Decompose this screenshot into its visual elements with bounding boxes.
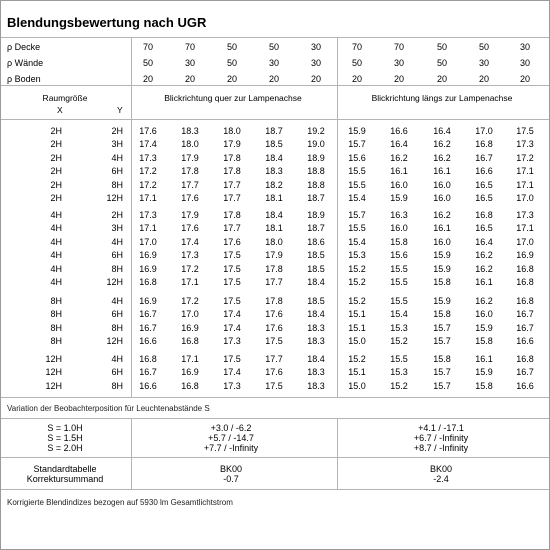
ugr-value: 18.5 [307,263,325,274]
laengs-standard-table: BK00 [429,464,453,474]
ugr-value: 17.8 [265,263,283,274]
ugr-value: 16.9 [139,296,157,306]
ugr-value: 15.7 [433,322,451,333]
variation-caption: Variation der Beobachterposition für Leuchtenabstände S [7,404,210,413]
ugr-value: 17.5 [265,380,283,391]
row-y: 6H [111,367,123,378]
ugr-value: 16.5 [475,223,493,234]
row-x: 2H [50,152,62,163]
row-x: 12H [45,367,62,378]
variation-laengs: +4.1 / -17.1 [418,423,464,433]
ugr-value: 17.7 [181,179,199,190]
reflectance-value: 20 [519,74,531,84]
reflectance-value: 70 [142,42,154,52]
ugr-value: 15.5 [390,277,408,287]
ugr-value: 18.8 [307,166,325,177]
ugr-value: 16.7 [139,322,157,333]
ugr-value: 15.3 [390,322,408,333]
ugr-value: 16.0 [475,309,493,320]
reflectance-value: 20 [184,74,196,84]
ugr-value: 17.5 [223,277,241,287]
ugr-value: 15.9 [433,250,451,261]
ugr-value: 16.6 [516,380,534,391]
ugr-value: 19.0 [307,139,325,150]
ugr-value: 17.1 [516,223,534,234]
ugr-value: 19.2 [307,126,325,136]
ugr-value: 18.5 [307,250,325,261]
divider [1,85,549,86]
reflectance-value: 30 [519,58,531,68]
ugr-value: 17.1 [139,193,157,203]
reflectance-value: 30 [519,42,531,52]
reflectance-value: 20 [226,74,238,84]
ugr-value: 16.8 [516,296,534,306]
ugr-value: 18.3 [265,166,283,177]
ugr-value: 15.5 [348,223,366,234]
ugr-value: 15.1 [348,367,366,378]
ugr-value: 17.3 [139,210,157,220]
ugr-value: 17.0 [516,193,534,203]
ugr-value: 16.5 [475,193,493,203]
ugr-value: 17.0 [475,126,493,136]
ugr-value: 16.8 [181,336,199,347]
ugr-value: 17.8 [265,296,283,306]
ugr-value: 17.6 [181,223,199,234]
ugr-value: 16.8 [516,277,534,287]
ugr-value: 18.4 [307,277,325,287]
row-y: 4H [111,354,123,364]
ugr-value: 16.8 [516,263,534,274]
ugr-value: 15.3 [348,250,366,261]
ugr-value: 16.0 [433,236,451,247]
variation-laengs: +8.7 / -Infinity [413,443,469,453]
ugr-value: 16.7 [516,322,534,333]
ugr-value: 16.9 [139,263,157,274]
ugr-value: 15.7 [433,336,451,347]
row-y: 3H [111,139,123,150]
reflectance-value: 50 [226,42,238,52]
ugr-value: 16.6 [516,336,534,347]
ugr-value: 15.8 [475,380,493,391]
ugr-value: 16.5 [475,179,493,190]
ugr-value: 15.6 [348,152,366,163]
laengs-correction: -2.4 [433,474,449,484]
ugr-value: 17.4 [223,367,241,378]
ugr-value: 18.3 [307,336,325,347]
header-y: Y [117,105,123,115]
ugr-value: 17.6 [265,322,283,333]
ugr-value: 15.3 [390,367,408,378]
variation-quer: +7.7 / -Infinity [203,443,259,453]
ugr-value: 17.3 [223,336,241,347]
ugr-value: 16.8 [475,139,493,150]
ugr-value: 15.1 [348,322,366,333]
ugr-value: 15.4 [390,309,408,320]
ugr-value: 17.4 [181,236,199,247]
row-y: 12H [106,336,123,347]
ugr-value: 18.1 [265,223,283,234]
ugr-value: 15.4 [348,193,366,203]
row-y: 4H [111,296,123,306]
ugr-value: 18.4 [307,354,325,364]
reflectance-value: 20 [310,74,322,84]
ugr-value: 16.6 [390,126,408,136]
ugr-value: 15.6 [390,250,408,261]
ugr-value: 16.1 [475,354,493,364]
ugr-value: 16.9 [516,250,534,261]
quer-correction: -0.7 [223,474,239,484]
column-divider [337,418,338,489]
ugr-value: 16.8 [139,354,157,364]
ugr-value: 17.5 [223,296,241,306]
ugr-value: 18.3 [181,126,199,136]
ugr-value: 17.2 [139,179,157,190]
ugr-value: 15.2 [348,263,366,274]
ugr-value: 18.5 [265,139,283,150]
ugr-value: 16.8 [475,210,493,220]
row-y: 6H [111,166,123,177]
ugr-value: 17.9 [181,210,199,220]
ugr-value: 17.7 [223,223,241,234]
divider [1,397,549,398]
ugr-value: 17.1 [181,277,199,287]
reflectance-value: 30 [393,58,405,68]
reflectance-value: 20 [478,74,490,84]
ugr-value: 18.9 [307,152,325,163]
ugr-value: 16.4 [475,236,493,247]
ugr-value: 16.7 [516,367,534,378]
row-x: 4H [50,250,62,261]
reflectance-value: 70 [184,42,196,52]
reflectance-value: 30 [310,58,322,68]
ugr-value: 16.1 [390,166,408,177]
ugr-value: 16.8 [516,354,534,364]
ugr-value: 16.0 [390,223,408,234]
reflectance-value: 30 [478,58,490,68]
ugr-value: 16.2 [390,152,408,163]
reflectance-value: 20 [351,74,363,84]
ugr-value: 17.1 [516,166,534,177]
divider [1,489,549,490]
ugr-value: 17.8 [223,210,241,220]
reflectance-value: 30 [310,42,322,52]
ugr-value: 16.7 [139,367,157,378]
ugr-value: 16.3 [390,210,408,220]
row-x: 8H [50,322,62,333]
row-x: 4H [50,236,62,247]
ugr-value: 17.0 [139,236,157,247]
ugr-value: 16.4 [433,126,451,136]
variation-quer: +5.7 / -14.7 [208,433,254,443]
ugr-value: 15.7 [348,139,366,150]
row-x: 4H [50,223,62,234]
ugr-value: 16.2 [475,250,493,261]
ugr-value: 15.2 [348,296,366,306]
ugr-value: 17.7 [223,179,241,190]
divider [1,37,549,38]
ugr-value: 17.2 [181,296,199,306]
row-y: 12H [106,277,123,287]
ugr-value: 17.9 [265,250,283,261]
divider [1,457,549,458]
ugr-value: 17.3 [181,250,199,261]
standard-label: Standardtabelle [33,464,97,474]
reflectance-value: 70 [351,42,363,52]
ugr-value: 16.4 [390,139,408,150]
ugr-value: 17.8 [181,166,199,177]
reflectance-value: 50 [268,42,280,52]
ugr-value: 15.1 [348,309,366,320]
reflectance-label: ρ Decke [7,42,41,52]
row-y: 8H [111,322,123,333]
variation-spacing-label: S = 1.5H [47,433,83,443]
ugr-value: 16.1 [433,166,451,177]
ugr-value: 15.5 [348,166,366,177]
row-x: 2H [50,139,62,150]
ugr-value: 17.0 [516,236,534,247]
ugr-value: 18.4 [265,152,283,163]
ugr-value: 15.9 [433,263,451,274]
row-x: 8H [50,296,62,306]
ugr-value: 15.8 [433,354,451,364]
ugr-value: 18.3 [307,322,325,333]
ugr-value: 16.7 [139,309,157,320]
ugr-value: 17.7 [223,193,241,203]
reflectance-value: 20 [436,74,448,84]
row-x: 8H [50,336,62,347]
ugr-value: 16.2 [433,139,451,150]
ugr-value: 15.9 [475,367,493,378]
column-divider [131,418,132,489]
reflectance-value: 50 [478,42,490,52]
ugr-value: 17.2 [181,263,199,274]
row-y: 6H [111,309,123,320]
ugr-value: 15.8 [475,336,493,347]
ugr-value: 15.9 [390,193,408,203]
ugr-value: 16.6 [475,166,493,177]
row-x: 2H [50,126,62,136]
column-divider [337,37,338,397]
ugr-value: 16.7 [516,309,534,320]
ugr-value: 15.7 [433,380,451,391]
ugr-value: 16.7 [475,152,493,163]
row-x: 2H [50,193,62,203]
page-title: Blendungsbewertung nach UGR [7,15,207,30]
ugr-value: 16.8 [139,277,157,287]
ugr-value: 16.1 [475,277,493,287]
row-y: 4H [111,152,123,163]
ugr-value: 18.7 [307,193,325,203]
row-x: 12H [45,380,62,391]
ugr-value: 15.9 [348,126,366,136]
row-y: 4H [111,236,123,247]
row-x: 8H [50,309,62,320]
ugr-value: 17.1 [516,179,534,190]
ugr-value: 18.7 [265,126,283,136]
ugr-value: 17.7 [265,354,283,364]
ugr-value: 15.0 [348,380,366,391]
ugr-value: 18.0 [265,236,283,247]
ugr-value: 15.5 [390,296,408,306]
ugr-value: 17.0 [181,309,199,320]
ugr-value: 17.5 [223,354,241,364]
ugr-value: 17.5 [265,336,283,347]
ugr-value: 17.3 [223,380,241,391]
ugr-value: 17.8 [223,166,241,177]
ugr-value: 17.4 [223,309,241,320]
ugr-value: 16.2 [433,210,451,220]
ugr-value: 15.0 [348,336,366,347]
ugr-value: 18.2 [265,179,283,190]
ugr-value: 17.6 [265,367,283,378]
ugr-value: 15.2 [348,277,366,287]
ugr-value: 15.8 [433,277,451,287]
ugr-value: 17.3 [516,210,534,220]
reflectance-value: 20 [393,74,405,84]
ugr-value: 15.8 [390,236,408,247]
ugr-value: 17.4 [223,322,241,333]
row-y: 12H [106,193,123,203]
ugr-value: 18.3 [307,367,325,378]
ugr-value: 17.1 [181,354,199,364]
variation-quer: +3.0 / -6.2 [210,423,252,433]
ugr-value: 17.9 [181,152,199,163]
ugr-value: 16.0 [390,179,408,190]
ugr-value: 15.7 [348,210,366,220]
reflectance-value: 50 [226,58,238,68]
ugr-value: 16.6 [139,336,157,347]
variation-spacing-label: S = 2.0H [47,443,83,453]
ugr-value: 15.5 [348,179,366,190]
ugr-value: 17.9 [223,139,241,150]
ugr-value: 18.0 [223,126,241,136]
reflectance-value: 50 [436,42,448,52]
ugr-value: 16.9 [181,322,199,333]
header-laengs: Blickrichtung längs zur Lampenachse [371,93,513,103]
reflectance-value: 50 [351,58,363,68]
variation-spacing-label: S = 1.0H [47,423,83,433]
ugr-value: 15.9 [475,322,493,333]
ugr-value: 17.3 [516,139,534,150]
column-divider [131,37,132,397]
reflectance-value: 20 [268,74,280,84]
ugr-value: 16.2 [475,263,493,274]
ugr-value: 15.8 [433,309,451,320]
ugr-value: 17.5 [223,263,241,274]
ugr-value: 16.1 [433,223,451,234]
reflectance-label: ρ Boden [7,74,41,84]
row-y: 2H [111,126,123,136]
row-y: 8H [111,263,123,274]
ugr-value: 17.8 [223,152,241,163]
ugr-value: 17.6 [181,193,199,203]
ugr-value: 18.4 [307,309,325,320]
ugr-value: 18.3 [307,380,325,391]
ugr-value: 17.6 [265,309,283,320]
header-x: X [57,105,63,115]
reflectance-value: 30 [184,58,196,68]
row-y: 8H [111,179,123,190]
ugr-value: 18.6 [307,236,325,247]
ugr-value: 17.7 [265,277,283,287]
ugr-value: 18.8 [307,179,325,190]
ugr-value: 15.4 [348,236,366,247]
ugr-value: 17.2 [139,166,157,177]
ugr-value: 16.0 [433,179,451,190]
ugr-value: 16.0 [433,193,451,203]
ugr-value: 17.6 [223,236,241,247]
ugr-value: 15.2 [390,380,408,391]
row-x: 2H [50,179,62,190]
reflectance-value: 70 [393,42,405,52]
ugr-value: 16.6 [139,380,157,391]
footnote: Korrigierte Blendindizes bezogen auf 5930 lm Gesamtlichtstrom [7,498,233,507]
ugr-value: 17.2 [516,152,534,163]
row-x: 4H [50,210,62,220]
ugr-value: 17.4 [139,139,157,150]
row-x: 2H [50,166,62,177]
ugr-value: 18.4 [265,210,283,220]
correction-label: Korrektursummand [26,474,104,484]
ugr-value: 17.3 [139,152,157,163]
ugr-value: 15.5 [390,263,408,274]
ugr-value: 18.0 [181,139,199,150]
row-x: 4H [50,277,62,287]
ugr-value: 17.6 [139,126,157,136]
ugr-value: 16.9 [181,367,199,378]
ugr-value: 16.2 [433,152,451,163]
row-y: 8H [111,380,123,391]
ugr-value: 17.5 [223,250,241,261]
ugr-value: 16.8 [181,380,199,391]
ugr-value: 18.9 [307,210,325,220]
header-quer: Blickrichtung quer zur Lampenachse [164,93,302,103]
ugr-value: 15.5 [390,354,408,364]
reflectance-value: 50 [436,58,448,68]
ugr-value: 16.9 [139,250,157,261]
quer-standard-table: BK00 [219,464,243,474]
divider [1,119,549,120]
reflectance-value: 30 [268,58,280,68]
row-y: 6H [111,250,123,261]
ugr-value: 18.7 [307,223,325,234]
reflectance-value: 50 [142,58,154,68]
header-raumgroesse: Raumgröße [42,93,88,103]
ugr-value: 15.2 [390,336,408,347]
ugr-value: 18.1 [265,193,283,203]
ugr-value: 17.1 [139,223,157,234]
row-y: 3H [111,223,123,234]
row-y: 2H [111,210,123,220]
row-x: 4H [50,263,62,274]
ugr-value: 18.5 [307,296,325,306]
row-x: 12H [45,354,62,364]
ugr-value: 15.9 [433,296,451,306]
ugr-value: 16.2 [475,296,493,306]
divider [1,418,549,419]
ugr-value: 17.5 [516,126,534,136]
reflectance-label: ρ Wände [7,58,44,68]
reflectance-value: 20 [142,74,154,84]
variation-laengs: +6.7 / -Infinity [413,433,469,443]
ugr-value: 15.7 [433,367,451,378]
ugr-value: 15.2 [348,354,366,364]
